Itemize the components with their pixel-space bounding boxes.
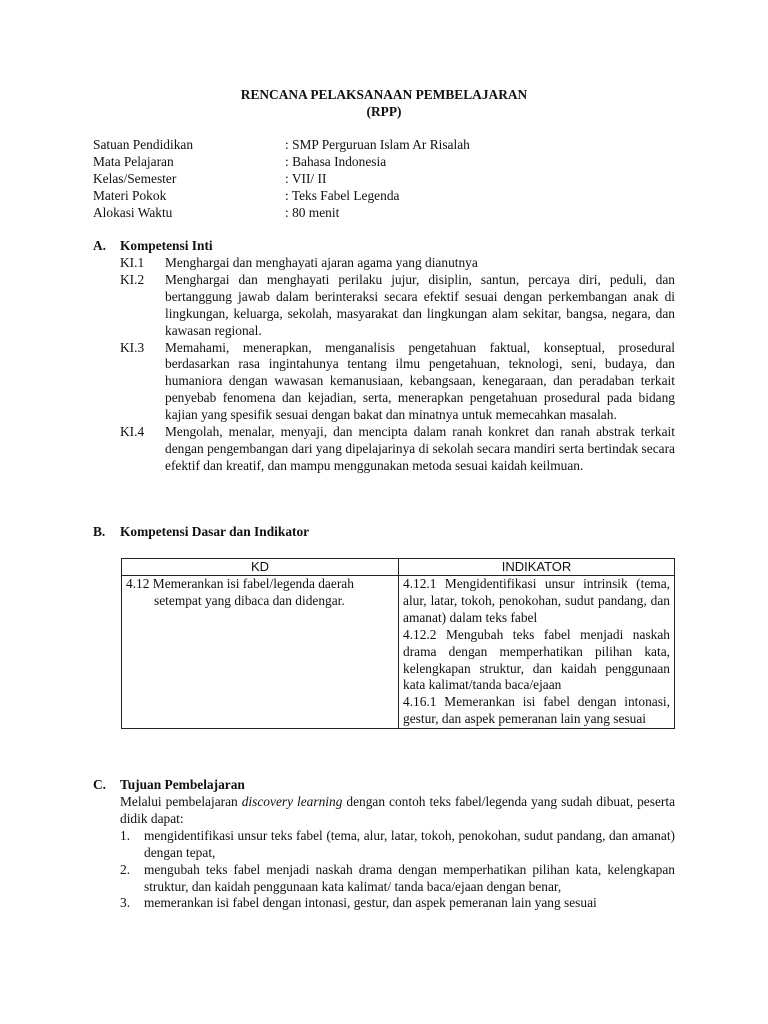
indicator-item: 4.12.2 Mengubah teks fabel menjadi naskah drama dengan memperhatikan pilihan kata, kelengkapan struktur, dan kaidah penggunaan kata kalimat/tanda baca/ejaan bbox=[403, 626, 670, 693]
info-value: : SMP Perguruan Islam Ar Risalah bbox=[285, 137, 470, 152]
intro-method: discovery learning bbox=[241, 794, 343, 809]
section-title: Kompetensi Inti bbox=[120, 238, 213, 253]
info-label: Mata Pelajaran bbox=[93, 153, 174, 169]
info-value: : 80 menit bbox=[285, 204, 340, 220]
section-heading bbox=[93, 777, 675, 794]
table-header-row bbox=[122, 559, 675, 576]
section-title: Kompetensi Dasar dan Indikator bbox=[120, 524, 310, 539]
ki-text: Memahami, menerapkan, menganalisis pengetahuan faktual, konseptual, prosedural berdasarkan rasa ingintahunya tentang ilmu pengetahuan, teknologi, seni, budaya, dan humaniora dengan wawasan kemanusiaan, kebangsaan, kenegaraan, dan peradaban terkait penyebab fenomena dan kejadian, serta, menerapkan pengetahuan prosedural pada bidang kajian yang spesifik sesuai dengan bakat dan minatnya untuk memecahkan masalah. bbox=[165, 339, 675, 423]
list-number: 2. bbox=[120, 861, 131, 877]
info-row bbox=[93, 205, 470, 222]
list-item bbox=[93, 828, 675, 862]
title-line-1: RENCANA PELAKSANAAN PEMBELAJARAN bbox=[240, 87, 528, 102]
list-item bbox=[93, 862, 675, 896]
kd-column-header: KD bbox=[122, 559, 399, 576]
section-letter: A. bbox=[93, 238, 107, 253]
section-tujuan bbox=[93, 777, 675, 912]
ki-item bbox=[93, 424, 675, 475]
list-text: mengubah teks fabel menjadi naskah drama dengan memperhatikan pilihan kata, kelengkapan struktur, dan kaidah penggunaan kata kalimat/ tanda baca/ejaan dengan benar, bbox=[144, 861, 675, 894]
info-label: Satuan Pendidikan bbox=[93, 137, 194, 152]
info-row bbox=[93, 188, 470, 205]
list-number: 3. bbox=[120, 895, 131, 911]
kd-text: 4.12 Memerankan isi fabel/legenda daerah setempat yang dibaca dan didengar. bbox=[126, 576, 354, 608]
section-title: Tujuan Pembelajaran bbox=[120, 777, 245, 792]
section-letter: C. bbox=[93, 777, 107, 792]
ki-text: Menghargai dan menghayati perilaku jujur, disiplin, santun, percaya diri, peduli, dan bertanggung jawab dalam berinteraksi secara efektif sesuai dengan perkembangan anak di lingkungan, keluarga, sekolah, masyarakat dan lingkungan alam sekitar, bangsa, negara, dan kawasan regional. bbox=[165, 271, 675, 338]
indikator-cell bbox=[399, 576, 675, 729]
ki-code: KI.2 bbox=[120, 271, 145, 287]
ki-code: KI.4 bbox=[120, 424, 145, 440]
list-text: memerankan isi fabel dengan intonasi, gestur, dan aspek pemeranan lain yang sesuai bbox=[144, 895, 597, 911]
info-row bbox=[93, 171, 470, 188]
list-number: 1. bbox=[120, 827, 131, 843]
section-kompetensi-dasar bbox=[93, 524, 675, 541]
title-line-2: (RPP) bbox=[366, 104, 402, 119]
section-heading bbox=[93, 524, 675, 541]
intro-text-rest: dengan contoh teks fabel/legenda yang sudah dibuat, peserta didik dapat: bbox=[120, 794, 676, 826]
ki-text: Mengolah, menalar, menyaji, dan mencipta dalam ranah konkret dan ranah abstrak terkait dengan pengembangan dari yang dipelajarinya di sekolah secara mandiri serta bertindak secara efektif dan kreatif, dan mampu menggunakan metoda sesuai kaidah keilmuan. bbox=[165, 424, 675, 473]
table-row bbox=[122, 576, 675, 729]
info-label: Materi Pokok bbox=[93, 187, 167, 203]
ki-code: KI.1 bbox=[120, 255, 145, 270]
section-heading bbox=[93, 238, 675, 255]
identity-block bbox=[93, 137, 470, 221]
ki-item bbox=[93, 340, 675, 425]
indicator-item: 4.16.1 Memerankan isi fabel dengan intonasi, gestur, dan aspek pemeranan lain yang sesuai bbox=[403, 694, 670, 727]
info-value: : Bahasa Indonesia bbox=[285, 153, 387, 169]
tujuan-intro bbox=[93, 794, 675, 828]
kd-indicator-table bbox=[121, 558, 675, 729]
info-row bbox=[93, 137, 470, 154]
indicator-item: 4.12.1 Mengidentifikasi unsur intrinsik (tema, alur, latar, tokoh, penokohan, sudut pandang, dan amanat) dalam teks fabel bbox=[403, 576, 670, 625]
indikator-column-header: INDIKATOR bbox=[399, 559, 675, 576]
info-label: Kelas/Semester bbox=[93, 170, 177, 186]
section-kompetensi-inti bbox=[93, 238, 675, 475]
list-text: mengidentifikasi unsur teks fabel (tema, alur, latar, tokoh, penokohan, sudut pandang, dan amanat) dengan tepat, bbox=[144, 827, 675, 860]
section-letter: B. bbox=[93, 524, 106, 539]
ki-item bbox=[93, 272, 675, 340]
info-row bbox=[93, 154, 470, 171]
ki-code: KI.3 bbox=[120, 339, 145, 355]
info-value: : Teks Fabel Legenda bbox=[285, 187, 400, 203]
info-label: Alokasi Waktu bbox=[93, 204, 173, 220]
intro-text: Melalui pembelajaran bbox=[120, 794, 242, 809]
info-value: : VII/ II bbox=[285, 170, 327, 186]
list-item bbox=[93, 895, 675, 912]
ki-item bbox=[93, 255, 675, 272]
ki-text: Menghargai dan menghayati ajaran agama yang dianutnya bbox=[165, 255, 478, 270]
kd-cell bbox=[122, 576, 399, 729]
document-title bbox=[0, 87, 768, 121]
